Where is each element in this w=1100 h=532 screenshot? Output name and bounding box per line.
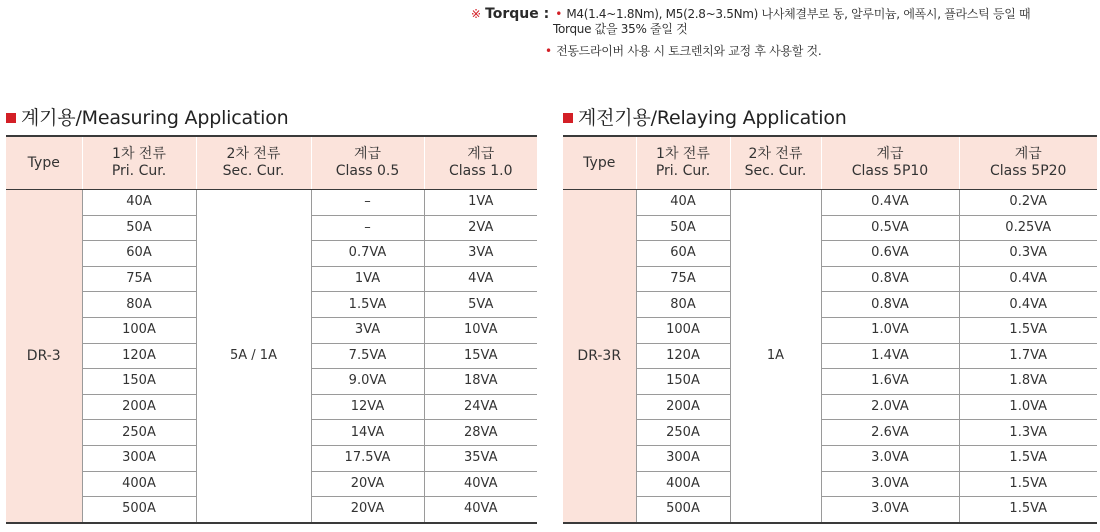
- primary-current-cell: 100A: [636, 317, 730, 343]
- class-b-cell: 1.7VA: [959, 343, 1097, 369]
- table-row: [563, 317, 1097, 343]
- table-row: [563, 215, 1097, 241]
- column-header-text: Class 1.0: [448, 163, 513, 179]
- table-row: [563, 471, 1097, 497]
- column-header: [311, 136, 424, 190]
- column-header-text: 계급: [1014, 146, 1042, 162]
- torque-note-text-1-cont: Torque 값을 35% 줄일 것: [553, 22, 688, 36]
- secondary-current-cell: 1A: [730, 190, 821, 523]
- column-header-text: Class 0.5: [335, 163, 400, 179]
- primary-current-cell: 60A: [636, 241, 730, 267]
- class-a-cell: 0.8VA: [821, 266, 959, 292]
- type-cell: DR-3R: [563, 190, 636, 523]
- class-a-cell: –: [311, 215, 424, 241]
- column-header-text: Class 5P10: [851, 163, 929, 179]
- primary-current-cell: 200A: [82, 394, 196, 420]
- relaying-table: [563, 135, 1097, 524]
- column-header-text: Sec. Cur.: [222, 163, 285, 179]
- class-a-cell: 1.4VA: [821, 343, 959, 369]
- class-a-cell: 17.5VA: [311, 445, 424, 471]
- class-a-cell: 0.5VA: [821, 215, 959, 241]
- class-b-cell: 1.5VA: [959, 445, 1097, 471]
- primary-current-cell: 400A: [82, 471, 196, 497]
- column-header: [730, 136, 821, 190]
- primary-current-cell: 300A: [636, 445, 730, 471]
- primary-current-cell: 500A: [636, 497, 730, 523]
- class-b-cell: 40VA: [424, 497, 537, 523]
- class-a-cell: 1.6VA: [821, 369, 959, 395]
- primary-current-cell: 75A: [82, 266, 196, 292]
- column-header: [424, 136, 537, 190]
- table-row: [563, 394, 1097, 420]
- class-a-cell: 3.0VA: [821, 497, 959, 523]
- primary-current-cell: 500A: [82, 497, 196, 523]
- class-a-cell: 20VA: [311, 497, 424, 523]
- measuring-table: [6, 135, 537, 524]
- column-header: [821, 136, 959, 190]
- primary-current-cell: 50A: [636, 215, 730, 241]
- secondary-current-cell: 5A / 1A: [196, 190, 311, 523]
- class-a-cell: 0.8VA: [821, 292, 959, 318]
- primary-current-cell: 300A: [82, 445, 196, 471]
- column-header-text: 계급: [876, 146, 904, 162]
- class-b-cell: 4VA: [424, 266, 537, 292]
- measuring-heading: [6, 106, 289, 130]
- table-row: [6, 190, 537, 216]
- column-header-text: Class 5P20: [990, 163, 1067, 179]
- table-row: [563, 241, 1097, 267]
- column-header: [196, 136, 311, 190]
- primary-current-cell: 250A: [636, 420, 730, 446]
- class-a-cell: 1.5VA: [311, 292, 424, 318]
- class-b-cell: 35VA: [424, 445, 537, 471]
- relaying-header-row: [563, 136, 1097, 190]
- class-b-cell: 15VA: [424, 343, 537, 369]
- class-b-cell: 1.0VA: [959, 394, 1097, 420]
- table-row: [563, 497, 1097, 523]
- class-a-cell: 3.0VA: [821, 445, 959, 471]
- class-b-cell: 5VA: [424, 292, 537, 318]
- table-row: [563, 190, 1097, 216]
- class-a-cell: 20VA: [311, 471, 424, 497]
- class-b-cell: 2VA: [424, 215, 537, 241]
- primary-current-cell: 150A: [82, 369, 196, 395]
- class-a-cell: 7.5VA: [311, 343, 424, 369]
- torque-note: [471, 7, 1030, 59]
- primary-current-cell: 120A: [82, 343, 196, 369]
- class-b-cell: 1.5VA: [959, 497, 1097, 523]
- class-a-cell: 2.6VA: [821, 420, 959, 446]
- class-b-cell: 10VA: [424, 317, 537, 343]
- relaying-heading: [563, 106, 847, 130]
- class-b-cell: 0.4VA: [959, 266, 1097, 292]
- class-a-cell: 0.4VA: [821, 190, 959, 216]
- class-b-cell: 0.25VA: [959, 215, 1097, 241]
- column-header-text: 1차 전류: [112, 146, 166, 162]
- heading-square-icon: [563, 113, 573, 123]
- table-row: [563, 343, 1097, 369]
- table-row: [563, 266, 1097, 292]
- column-header-text: Sec. Cur.: [744, 163, 807, 179]
- class-b-cell: 1.5VA: [959, 317, 1097, 343]
- table-row: [563, 420, 1097, 446]
- measuring-title: 계기용/Measuring Application: [21, 107, 289, 129]
- primary-current-cell: 50A: [82, 215, 196, 241]
- table-row: [563, 445, 1097, 471]
- torque-note-text-1: M4(1.4~1.8Nm), M5(2.8~3.5Nm) 나사체결부로 동, 알루미늄, 에폭시, 플라스틱 등일 때: [566, 7, 1031, 21]
- torque-note-text-2: 전동드라이버 사용 시 토크렌치와 교정 후 사용할 것.: [556, 44, 822, 58]
- class-a-cell: –: [311, 190, 424, 216]
- column-header-text: 계급: [467, 146, 495, 162]
- column-header-text: 1차 전류: [656, 146, 710, 162]
- primary-current-cell: 150A: [636, 369, 730, 395]
- bullet-icon: •: [555, 7, 563, 21]
- class-b-cell: 0.3VA: [959, 241, 1097, 267]
- primary-current-cell: 200A: [636, 394, 730, 420]
- bullet-icon: •: [545, 44, 553, 58]
- column-header: [82, 136, 196, 190]
- measuring-header-row: [6, 136, 537, 190]
- type-cell: DR-3: [6, 190, 82, 523]
- class-b-cell: 1VA: [424, 190, 537, 216]
- column-header-text: Pri. Cur.: [655, 163, 711, 179]
- torque-label: Torque :: [485, 6, 550, 22]
- class-a-cell: 14VA: [311, 420, 424, 446]
- table-row: [563, 292, 1097, 318]
- torque-note-line-1: [471, 7, 1030, 22]
- primary-current-cell: 80A: [82, 292, 196, 318]
- class-a-cell: 3VA: [311, 317, 424, 343]
- column-header-text: 2차 전류: [226, 146, 281, 162]
- class-b-cell: 0.2VA: [959, 190, 1097, 216]
- column-header-text: Type: [27, 154, 60, 171]
- class-b-cell: 3VA: [424, 241, 537, 267]
- class-a-cell: 3.0VA: [821, 471, 959, 497]
- class-b-cell: 1.5VA: [959, 471, 1097, 497]
- primary-current-cell: 40A: [636, 190, 730, 216]
- column-header-text: Type: [583, 154, 616, 171]
- primary-current-cell: 75A: [636, 266, 730, 292]
- column-header-text: 2차 전류: [748, 146, 803, 162]
- column-header: [6, 136, 82, 190]
- class-a-cell: 0.7VA: [311, 241, 424, 267]
- column-header-text: 계급: [353, 146, 382, 162]
- relaying-title: 계전기용/Relaying Application: [578, 107, 847, 129]
- class-a-cell: 1.0VA: [821, 317, 959, 343]
- class-a-cell: 1VA: [311, 266, 424, 292]
- class-b-cell: 24VA: [424, 394, 537, 420]
- primary-current-cell: 100A: [82, 317, 196, 343]
- class-b-cell: 1.8VA: [959, 369, 1097, 395]
- column-header-text: Pri. Cur.: [111, 163, 167, 179]
- class-a-cell: 2.0VA: [821, 394, 959, 420]
- heading-square-icon: [6, 113, 16, 123]
- class-b-cell: 18VA: [424, 369, 537, 395]
- class-b-cell: 1.3VA: [959, 420, 1097, 446]
- primary-current-cell: 250A: [82, 420, 196, 446]
- primary-current-cell: 40A: [82, 190, 196, 216]
- class-a-cell: 12VA: [311, 394, 424, 420]
- table-row: [563, 369, 1097, 395]
- primary-current-cell: 80A: [636, 292, 730, 318]
- primary-current-cell: 120A: [636, 343, 730, 369]
- primary-current-cell: 400A: [636, 471, 730, 497]
- class-b-cell: 28VA: [424, 420, 537, 446]
- class-a-cell: 0.6VA: [821, 241, 959, 267]
- column-header: [563, 136, 636, 190]
- column-header: [959, 136, 1097, 190]
- primary-current-cell: 60A: [82, 241, 196, 267]
- class-b-cell: 40VA: [424, 471, 537, 497]
- class-a-cell: 9.0VA: [311, 369, 424, 395]
- class-b-cell: 0.4VA: [959, 292, 1097, 318]
- column-header: [636, 136, 730, 190]
- reference-mark: ※: [471, 7, 482, 21]
- torque-note-line-2: [545, 44, 1030, 59]
